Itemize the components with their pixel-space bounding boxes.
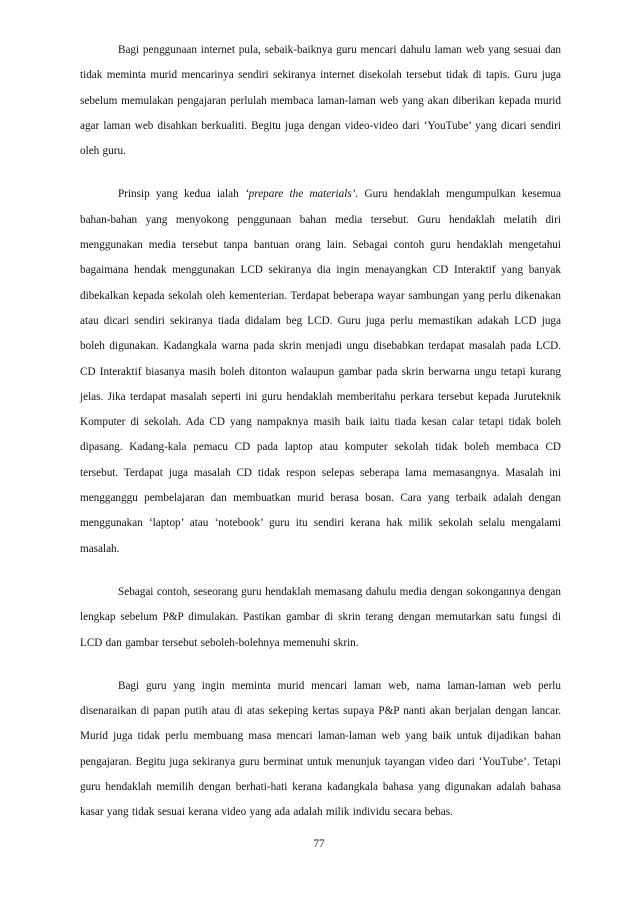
paragraph-prepare-materials-intro: Prinsip yang kedua ialah (118, 188, 245, 201)
paragraph-prepare-materials-emphasis: ‘prepare the materials’. (244, 188, 359, 201)
paragraph-internet-usage: Bagi penggunaan internet pula, sebaik-baiknya guru mencari dahulu laman web yang sesuai dan tidak meminta murid mencarinya sendiri sekiranya internet disekolah tersebut tidak di tapis. Guru juga sebelum memulakan pengajaran perlulah membaca laman-laman web yang akan diberikan kepada murid agar laman web disahkan berkualiti. Begitu juga dengan video-video dari ‘YouTube’ yang dicari sendiri oleh guru. (80, 44, 561, 158)
paragraph-example-setup: Sebagai contoh, seseorang guru hendaklah memasang dahulu media dengan sokongannya dengan lengkap sebelum P&P dimulakan. Pastikan gambar di skrin terang dengan memutarkan satu fungsi di LCD dan gambar tersebut seboleh-bolehnya memenuhi skrin. (80, 585, 561, 649)
paragraph-prepare-materials (80, 182, 561, 561)
paragraph-prepare-materials-body: Guru hendaklah mengumpulkan kesemua bahan-bahan yang menyokong penggunaan bahan media tersebut. Guru hendaklah melatih diri menggunakan media tersebut tanpa bantuan orang lain. Sebagai contoh guru hendaklah mengetahui bagaimana hendak menggunakan LCD sekiranya dia ingin menayangkan CD Interaktif yang banyak dibekalkan kepada sekolah oleh kementerian. Terdapat beberapa wayar sambungan yang perlu dikenakan atau dicari sendiri sekiranya tiada didalam beg LCD. Guru juga perlu memastikan adakah LCD juga boleh digunakan. Kadangkala warna pada skrin menjadi ungu disebabkan terdapat masalah pada LCD. CD Interaktif biasanya masih boleh ditonton walaupun gambar pada skrin berwarna ungu tetapi kurang jelas. Jika terdapat masalah seperti ini guru hendaklah memberitahu perkara tersebut kepada Juruteknik Komputer di sekolah. Ada CD yang nampaknya masih baik iaitu tiada kesan calar tetapi tidak boleh dipasang. Kadang-kala pemacu CD pada laptop atau komputer sekolah tidak boleh membaca CD tersebut. Terdapat juga masalah CD tidak respon selepas seberapa lama memasangnya. Masalah ini mengganggu pembelajaran dan membuatkan murid berasa bosan. Cara yang terbaik adalah dengan menggunakan ‘laptop’ atau ‘notebook’ guru itu sendiri kerana hak milik sekolah selalu mengalami masalah. (80, 188, 561, 555)
page-number: 77 (313, 838, 325, 850)
document-body (80, 38, 561, 844)
paragraph-website-list: Bagi guru yang ingin meminta murid mencari laman web, nama laman-laman web perlu disenaraikan di papan putih atau di atas sekeping kertas supaya P&P nanti akan berjalan dengan lancar. Murid juga tidak perlu membuang masa mencari laman-laman web yang baik untuk dijadikan bahan pengajaran. Begitu juga sekiranya guru berminat untuk menunjuk tayangan video dari ‘YouTube’. Tetapi guru hendaklah memilih dengan berhati-hati kerana kadangkala bahasa yang digunakan adalah bahasa kasar yang tidak sesuai kerana video yang ada adalah milik individu secara bebas. (80, 679, 561, 819)
